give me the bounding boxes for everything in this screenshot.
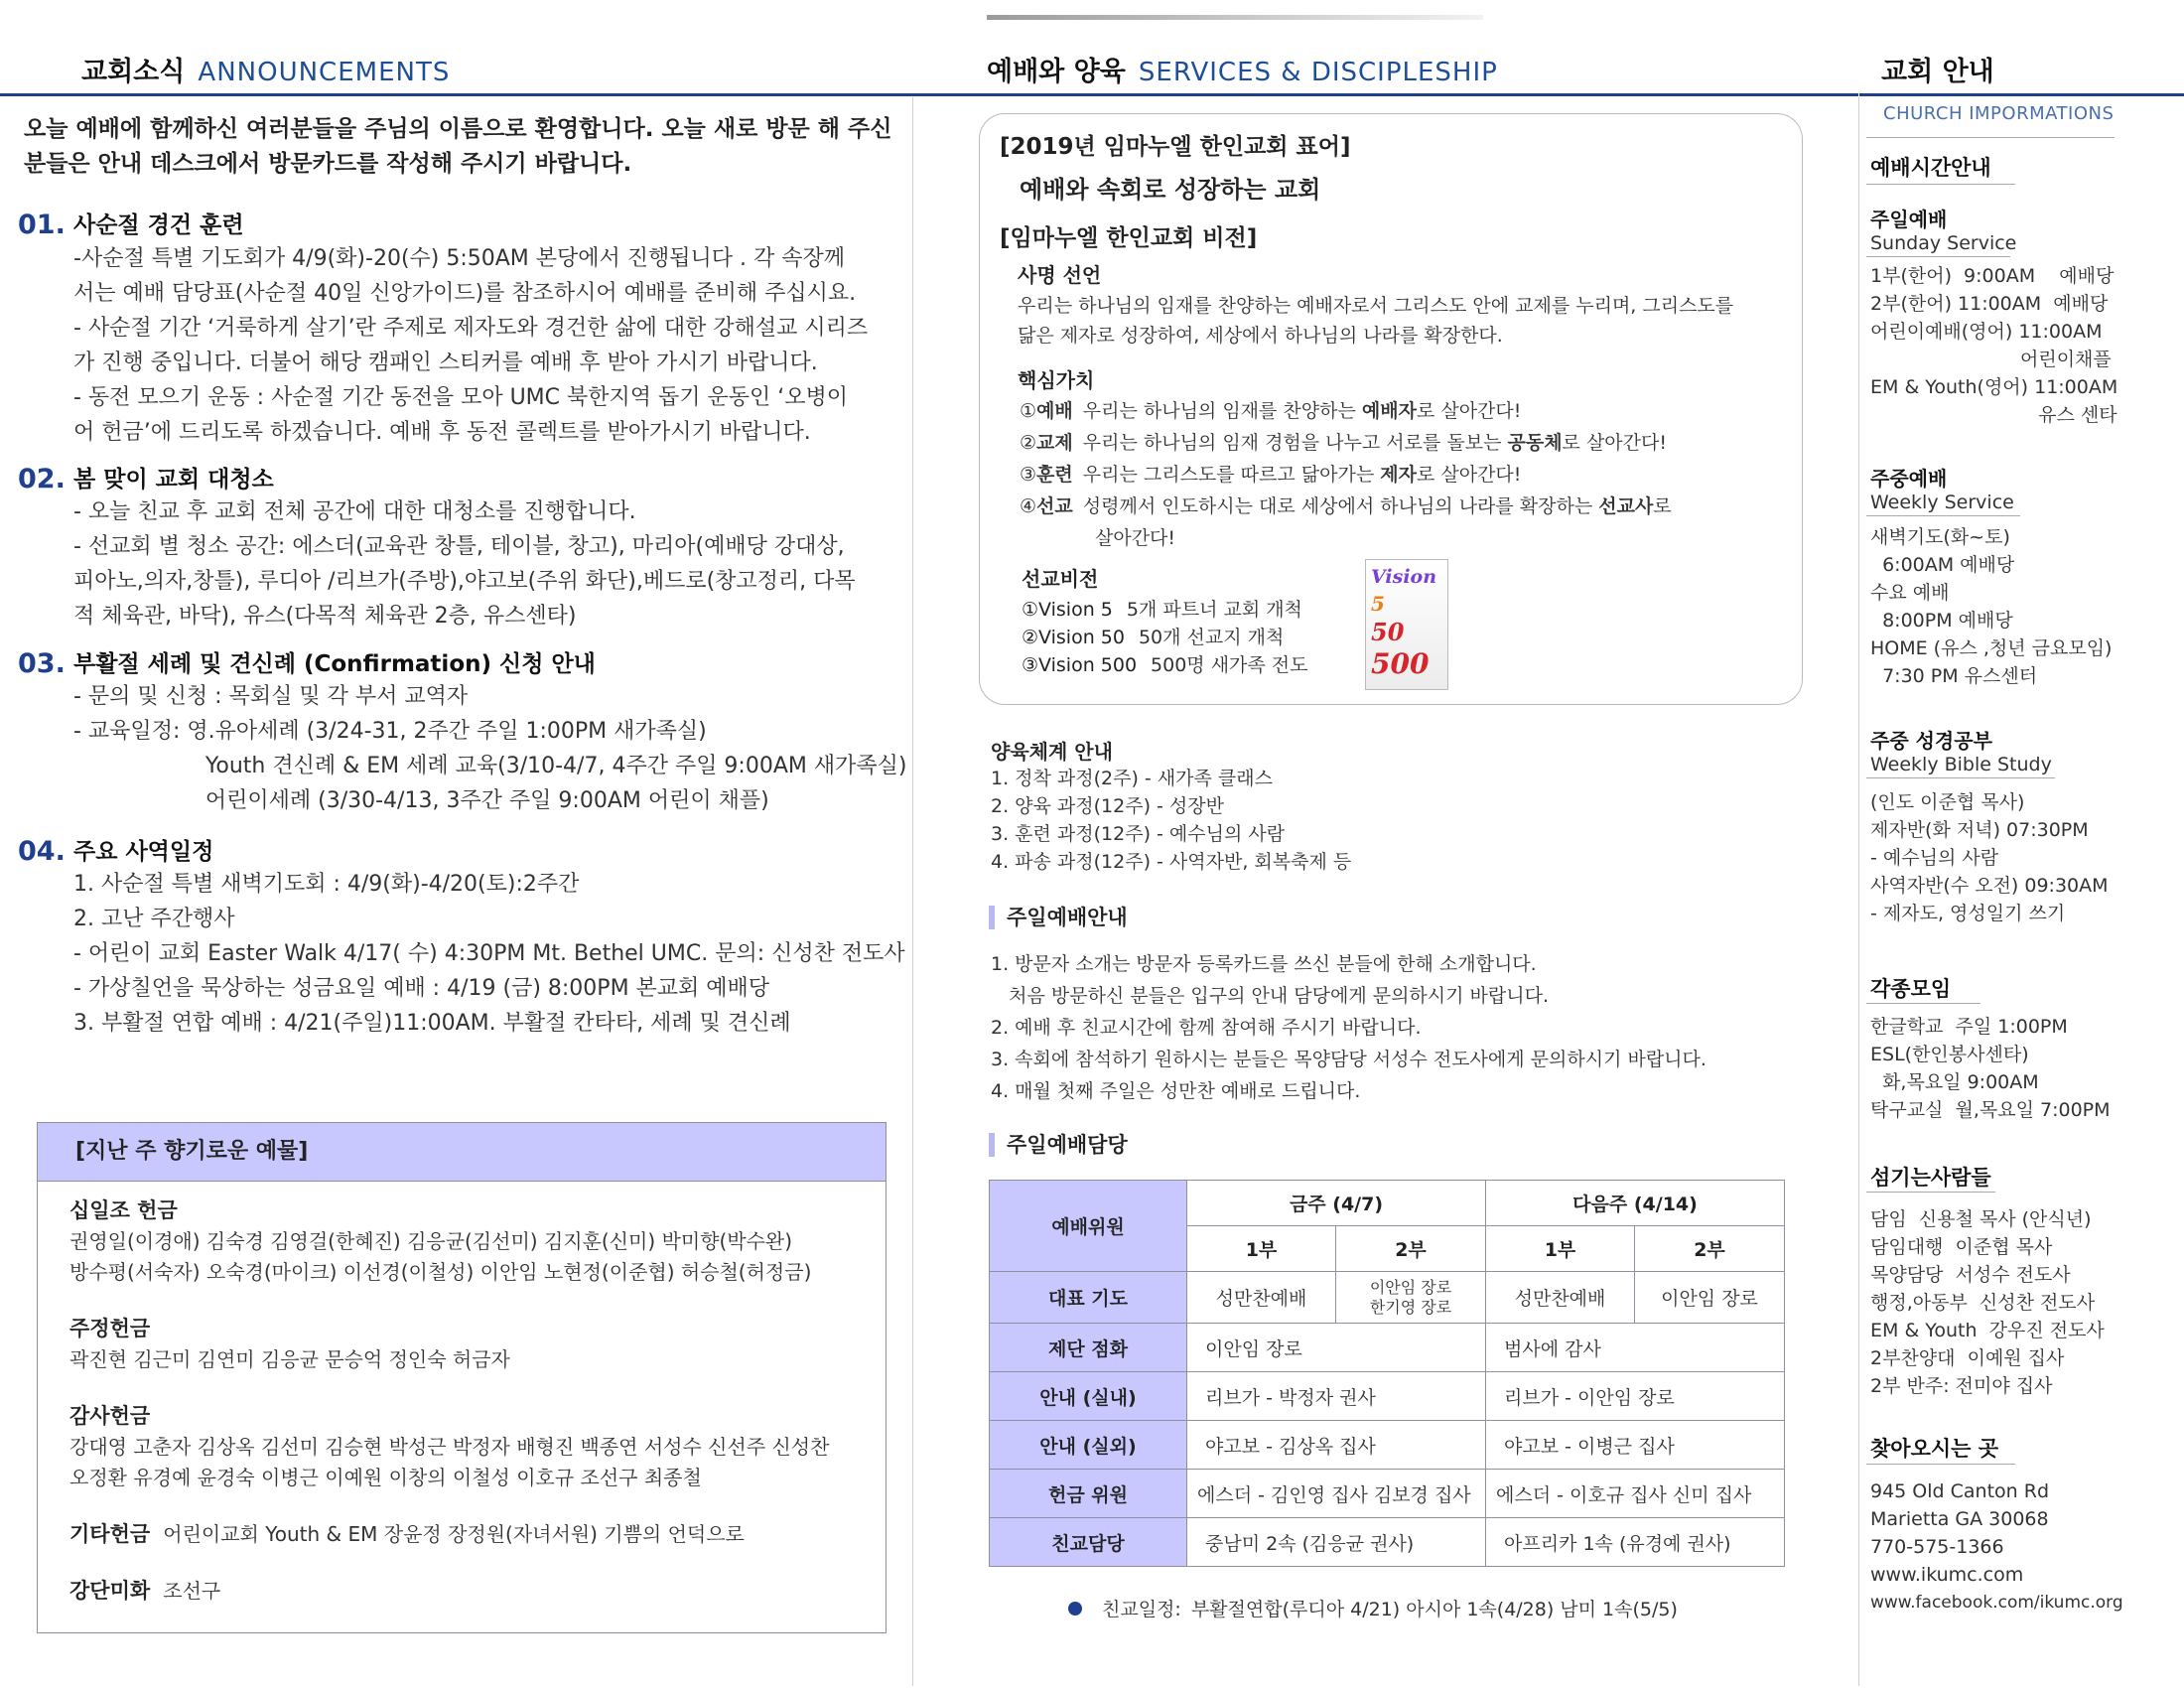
core-value-training: ③훈련 우리는 그리스도를 따르고 닮아가는 제자로 살아간다! (1020, 464, 1522, 486)
groups-lines: 한글학교 주일 1:00PM ESL(한인봉사센타) 화,목요일 9:00AM 탁구교실 월,목요일 7:00PM (1870, 1016, 2111, 1121)
fellowship-schedule: 친교일정: 부활절연합(루디아 4/21) 아시아 1속(4/28) 남미 1속(5/5) (1068, 1595, 1678, 1621)
week-header: 금주 (4/7) (1187, 1181, 1486, 1226)
item-line: 피아노,의자,창틀), 루디아 /리브가(주방),야고보(주위 화단),베드로(창고정리, 다목 (73, 569, 856, 594)
item-line: 2. 고난 주간행사 (73, 907, 235, 931)
announcement-item-1 (73, 207, 244, 239)
table-cell: 성만찬예배 (1486, 1272, 1635, 1324)
item-number: 03. (18, 648, 66, 679)
offering-group-tithe (69, 1196, 886, 1288)
services-subtitle: SERVICES & DISCIPLESHIP (1138, 58, 1498, 87)
sunday-guide-title: 주일예배안내 (989, 906, 1128, 929)
vision-badge-500: 500 (1371, 647, 1430, 680)
bible-study-block (1870, 725, 2052, 775)
core-value-cont: 살아간다! (1095, 527, 1176, 549)
intro-line: 오늘 예배에 함께하신 여러분들을 주님의 이름으로 환영합니다. 오늘 새로 방문 해 주신 (24, 116, 892, 142)
table-row (990, 1470, 1785, 1518)
visit-title: 찾아오시는 곳 (1870, 1437, 1999, 1461)
vision-badge-image (1365, 559, 1448, 690)
phone-number: 770-575-1366 (1870, 1536, 2004, 1558)
item-number: 04. (18, 836, 66, 867)
mission-line: 닮은 제자로 성장하여, 세상에서 하나님의 나라를 확장한다. (1018, 325, 1503, 347)
bible-study-lines: (인도 이준협 목사) 제자반(화 저녁) 07:30PM - 예수님의 사람 사역자반(수 오전) 09:30AM - 제자도, 영성일기 쓰기 (1870, 791, 2109, 924)
duty-title: 주일예배담당 (989, 1133, 1128, 1157)
item-title: 봄 맞이 교회 대청소 (73, 467, 274, 492)
block-en: Weekly Service (1870, 492, 2014, 513)
vision-box (979, 113, 1803, 705)
table-cell: 야고보 - 김상옥 집사 (1187, 1421, 1486, 1470)
services-header (987, 50, 1498, 88)
table-cell: 중남미 2속 (김응균 권사) (1187, 1518, 1486, 1567)
block-rule (1866, 256, 2010, 257)
groups-title: 각종모임 (1870, 977, 1952, 1001)
education-line: 1. 정착 과정(2주) - 새가족 클래스 (991, 768, 1273, 789)
item-title: 사순절 경건 훈련 (73, 212, 244, 238)
table-row (990, 1421, 1785, 1470)
table-cell: 이안임 장로 (1187, 1324, 1486, 1372)
address-line: 945 Old Canton Rd (1870, 1480, 2050, 1502)
motto-text: 예배와 속회로 성장하는 교회 (1020, 176, 1321, 204)
staff-lines: 담임 신용철 목사 (안식년) 담임대행 이준협 목사 목양담당 서성수 전도사 행정,아동부 신성찬 전도사 EM & Youth 강우진 전도사 2부찬양대 이예원 집사 2부 반주: 전미야 집사 (1870, 1208, 2105, 1397)
offering-group-title: 기타헌금 (69, 1522, 151, 1546)
announcements-subtitle: ANNOUNCEMENTS (198, 58, 451, 87)
row-label: 친교담당 (990, 1518, 1187, 1567)
sunday-guide-line: 1. 방문자 소개는 방문자 등록카드를 쓰신 분들에 한해 소개합니다. (991, 953, 1537, 975)
core-value-mission: ④선교 성령께서 인도하시는 대로 세상에서 하나님의 나라를 확장하는 선교사로 (1020, 495, 1672, 517)
block-head: 주중 성경공부 (1870, 729, 1992, 753)
weekly-service-block (1870, 463, 2014, 513)
church-info-subtitle: CHURCH IMPORMATIONS (1883, 103, 2115, 124)
item-line: 3. 부활절 연합 예배 : 4/21(주일)11:00AM. 부활절 칸타타, 세례 및 견신례 (73, 1011, 791, 1036)
vision-badge-50: 50 (1371, 618, 1405, 646)
block-rule (1866, 777, 2055, 778)
table-row (990, 1324, 1785, 1372)
sunday-service-block (1870, 204, 2016, 254)
sunday-guide-line: 처음 방문하신 분들은 입구의 안내 담당에게 문의하시기 바랍니다. (991, 985, 1549, 1007)
vision-item: ②Vision 50 50개 선교지 개척 (1022, 627, 1285, 648)
vision-badge-word: Vision (1371, 566, 1437, 588)
core-values-title: 핵심가치 (1018, 368, 1095, 392)
offering-names: 강대영 고춘자 김상옥 김선미 김승현 박성근 박정자 배형진 백종연 서성수 신선주 신성찬 (69, 1435, 830, 1459)
offering-names: 방수평(서숙자) 오숙경(마이크) 이선경(이철성) 이안임 노현정(이준협) 허승철(허정금) (69, 1260, 812, 1284)
item-line: 적 체육관, 바닥), 유스(다목적 체육관 2층, 유스센타) (73, 604, 577, 629)
block-en: Weekly Bible Study (1870, 754, 2052, 775)
offering-box (37, 1122, 887, 1633)
intro-line: 분들은 안내 데스크에서 방문카드를 작성해 주시기 바랍니다. (24, 151, 632, 177)
item-line: - 어린이 교회 Easter Walk 4/17( 수) 4:30PM Mt. Bethel UMC. 문의: 신성찬 전도사 (73, 941, 905, 966)
item-line: - 문의 및 신청 : 목회실 및 각 부서 교역자 (73, 684, 469, 709)
table-row (990, 1272, 1785, 1324)
facebook-link[interactable]: www.facebook.com/ikumc.org (1870, 1593, 2123, 1613)
offering-group-title: 십일조 헌금 (69, 1198, 178, 1222)
block-en: Sunday Service (1870, 232, 2017, 254)
education-line: 2. 양육 과정(12주) - 성장반 (991, 795, 1224, 817)
offering-group-title: 강단미화 (69, 1579, 151, 1603)
church-info-title: 교회 안내 (1881, 57, 1994, 87)
item-line: - 가상칠언을 묵상하는 성금요일 예배 : 4/19 (금) 8:00PM 본교회 예배당 (73, 976, 770, 1001)
block-rule (1866, 1464, 2015, 1465)
duty-table (989, 1180, 1785, 1567)
mission-title: 사명 선언 (1018, 263, 1102, 287)
sunday-guide-line: 2. 예배 후 친교시간에 함께 참여해 주시기 바랍니다. (991, 1017, 1422, 1039)
table-cell: 이안임 장로 (1635, 1272, 1785, 1324)
offering-group-other (69, 1519, 886, 1550)
table-cell: 성만찬예배 (1187, 1272, 1336, 1324)
column-divider-2 (1858, 97, 1859, 1686)
item-number: 02. (18, 464, 66, 494)
item-line: Youth 견신례 & EM 세례 교육(3/10-4/7, 4주간 주일 9:00AM 새가족실) (73, 754, 907, 778)
schedule-title: 예배시간안내 (1870, 156, 1991, 180)
offering-group-title: 감사헌금 (69, 1404, 151, 1428)
offering-group-title: 주정헌금 (69, 1317, 151, 1340)
block-head: 주중예배 (1870, 467, 1948, 491)
item-line: - 선교회 별 청소 공간: 에스더(교육관 창틀, 테이블, 창고), 마리아(예배당 강대상, (73, 534, 845, 559)
block-rule (1866, 515, 2020, 516)
website-link[interactable]: www.ikumc.com (1870, 1564, 2024, 1586)
item-line: 1. 사순절 특별 새벽기도회 : 4/9(화)-4/20(토):2주간 (73, 872, 580, 897)
table-cell: 리브가 - 박정자 권사 (1187, 1372, 1486, 1421)
item-line: 가 진행 중입니다. 더불어 해당 캠패인 스티커를 예배 후 받아 가시기 바랍니다. (73, 351, 818, 375)
sunday-guide-line: 3. 속회에 참석하기 원하시는 분들은 목양담당 서성수 전도사에게 문의하시기 바랍니다. (991, 1049, 1706, 1070)
education-section (991, 736, 1351, 876)
item-line: - 사순절 기간 ‘거룩하게 살기’란 주제로 제자도와 경건한 삶에 대한 강해설교 시리즈 (73, 316, 869, 341)
visit-lines (1870, 1477, 2123, 1617)
vision-item: ①Vision 5 5개 파트너 교회 개척 (1022, 599, 1302, 621)
announcement-item-2-body (73, 494, 856, 633)
education-line: 4. 파송 과정(12주) - 사역자반, 회복축제 등 (991, 851, 1352, 873)
welcome-intro (24, 112, 891, 182)
announcement-item-2 (73, 461, 274, 493)
row-label: 안내 (실외) (990, 1421, 1187, 1470)
item-number: 01. (18, 210, 66, 240)
item-line: 어린이세례 (3/30-4/13, 3주간 주일 9:00AM 어린이 채플) (73, 788, 769, 813)
service-header: 1부 (1187, 1226, 1336, 1272)
table-corner: 예배위원 (990, 1181, 1187, 1272)
service-header: 1부 (1486, 1226, 1635, 1272)
row-label: 대표 기도 (990, 1272, 1187, 1324)
announcement-item-3 (73, 645, 596, 678)
service-header: 2부 (1635, 1226, 1785, 1272)
table-cell: 이안임 장로 한기영 장로 (1336, 1272, 1486, 1324)
announcement-item-1-body (73, 241, 868, 450)
item-line: 서는 예배 담당표(사순절 40일 신앙가이드)를 참조하시어 예배를 준비해 주십시요. (73, 281, 857, 306)
row-label: 제단 점화 (990, 1324, 1187, 1372)
education-line: 3. 훈련 과정(12주) - 예수님의 사람 (991, 823, 1286, 845)
item-line: - 오늘 친교 후 교회 전체 공간에 대한 대청소를 진행합니다. (73, 499, 636, 524)
vision-item: ③Vision 500 500명 새가족 전도 (1022, 654, 1308, 676)
table-row (990, 1518, 1785, 1567)
mission-line: 우리는 하나님의 임재를 찬양하는 예배자로서 그리스도 안에 교제를 누리며, 그리스도를 (1018, 295, 1734, 317)
vision-badge-5: 5 (1371, 592, 1385, 616)
schedule-rule (1866, 184, 2015, 185)
column-divider-1 (912, 97, 913, 1686)
offering-names: 권영일(이경애) 김숙경 김영걸(한혜진) 김응균(김선미) 김지훈(신미) 박미향(박수완) (69, 1229, 793, 1253)
core-value-worship: ①예배 우리는 하나님의 임재를 찬양하는 예배자로 살아간다! (1020, 400, 1522, 422)
weekly-service-lines: 새벽기도(화~토) 6:00AM 예배당 수요 예배 8:00PM 예배당 HOME (유스 ,청년 금요모임) 7:30 PM 유스센터 (1870, 526, 2113, 687)
row-label: 안내 (실내) (990, 1372, 1187, 1421)
motto-heading: [2019년 임마누엘 한인교회 표어] (1000, 134, 1351, 160)
offering-names: 곽진현 김근미 김연미 김응균 문승억 정인숙 허금자 (69, 1347, 510, 1371)
item-line: - 동전 모으기 운동 : 사순절 기간 동전을 모아 UMC 북한지역 돕기 운동인 ‘오병이 (73, 385, 849, 410)
address-line: Marietta GA 30068 (1870, 1508, 2049, 1530)
table-cell: 아프리카 1속 (유경예 권사) (1486, 1518, 1785, 1567)
table-cell: 범사에 감사 (1486, 1324, 1785, 1372)
sunday-guide-line: 4. 매월 첫째 주일은 성만찬 예배로 드립니다. (991, 1080, 1361, 1102)
offering-title: [지난 주 향기로운 예물] (38, 1123, 886, 1182)
block-rule (1866, 1192, 1995, 1193)
table-cell: 에스더 - 김인영 집사 김보경 집사 (1187, 1470, 1486, 1518)
services-underline (913, 93, 1858, 96)
sunday-service-lines: 1부(한어) 9:00AM 예배당 2부(한어) 11:00AM 예배당 어린이예배(영어) 11:00AM 어린이채플 EM & Youth(영어) 11:00AM 유스 센타 (1870, 265, 2118, 426)
table-cell: 에스더 - 이호규 집사 신미 집사 (1486, 1470, 1785, 1518)
item-title: 주요 사역일정 (73, 839, 214, 865)
service-header: 2부 (1336, 1226, 1486, 1272)
education-title: 양육체계 안내 (991, 740, 1113, 764)
row-label: 헌금 위원 (990, 1470, 1187, 1518)
offering-names: 오정환 유경예 윤경숙 이병근 이예원 이창의 이철성 이호규 조선구 최종철 (69, 1466, 702, 1489)
services-title: 예배와 양육 (987, 57, 1126, 87)
staff-title: 섬기는사람들 (1870, 1166, 1991, 1190)
offering-names: 어린이교회 Youth & EM 장윤정 장정원(자녀서원) 기쁨의 언덕으로 (163, 1522, 745, 1546)
table-cell: 리브가 - 이안임 장로 (1486, 1372, 1785, 1421)
block-head: 주일예배 (1870, 208, 1948, 231)
offering-group-flowers (69, 1576, 886, 1607)
offering-group-weekly (69, 1314, 886, 1375)
announcement-item-4-body (73, 867, 905, 1041)
item-line: -사순절 특별 기도회가 4/9(화)-20(수) 5:50AM 본당에서 진행됩니다 . 각 속장께 (73, 246, 846, 271)
item-line: - 교육일정: 영.유아세례 (3/24-31, 2주간 주일 1:00PM 새가족실) (73, 719, 707, 744)
core-value-fellowship: ②교제 우리는 하나님의 임재 경험을 나누고 서로를 돌보는 공동체로 살아간다! (1020, 432, 1667, 454)
item-line: 어 헌금’에 드리도록 하겠습니다. 예배 후 동전 콜렉트를 받아가시기 바랍니다. (73, 420, 811, 445)
offering-group-thanks (69, 1401, 886, 1493)
table-cell: 야고보 - 이병근 집사 (1486, 1421, 1785, 1470)
subtitle-rule (1866, 137, 2115, 138)
top-gradient-rule (987, 15, 1483, 20)
announcements-header (81, 50, 450, 88)
announcements-underline (0, 93, 913, 96)
bullet-icon (1068, 1602, 1082, 1616)
block-rule (1866, 1003, 1980, 1004)
announcement-item-3-body (73, 679, 906, 818)
week-header: 다음주 (4/14) (1486, 1181, 1785, 1226)
sunday-guide-body (991, 948, 1706, 1107)
vision-heading: [임마누엘 한인교회 비전] (1000, 225, 1258, 251)
mission-vision-title: 선교비전 (1022, 567, 1099, 591)
offering-names: 조선구 (163, 1579, 221, 1603)
church-info-underline (1859, 93, 2184, 96)
item-title: 부활절 세례 및 견신례 (Confirmation) 신청 안내 (73, 651, 596, 677)
announcements-title: 교회소식 (81, 57, 186, 87)
table-row (990, 1372, 1785, 1421)
announcement-item-4 (73, 833, 213, 866)
